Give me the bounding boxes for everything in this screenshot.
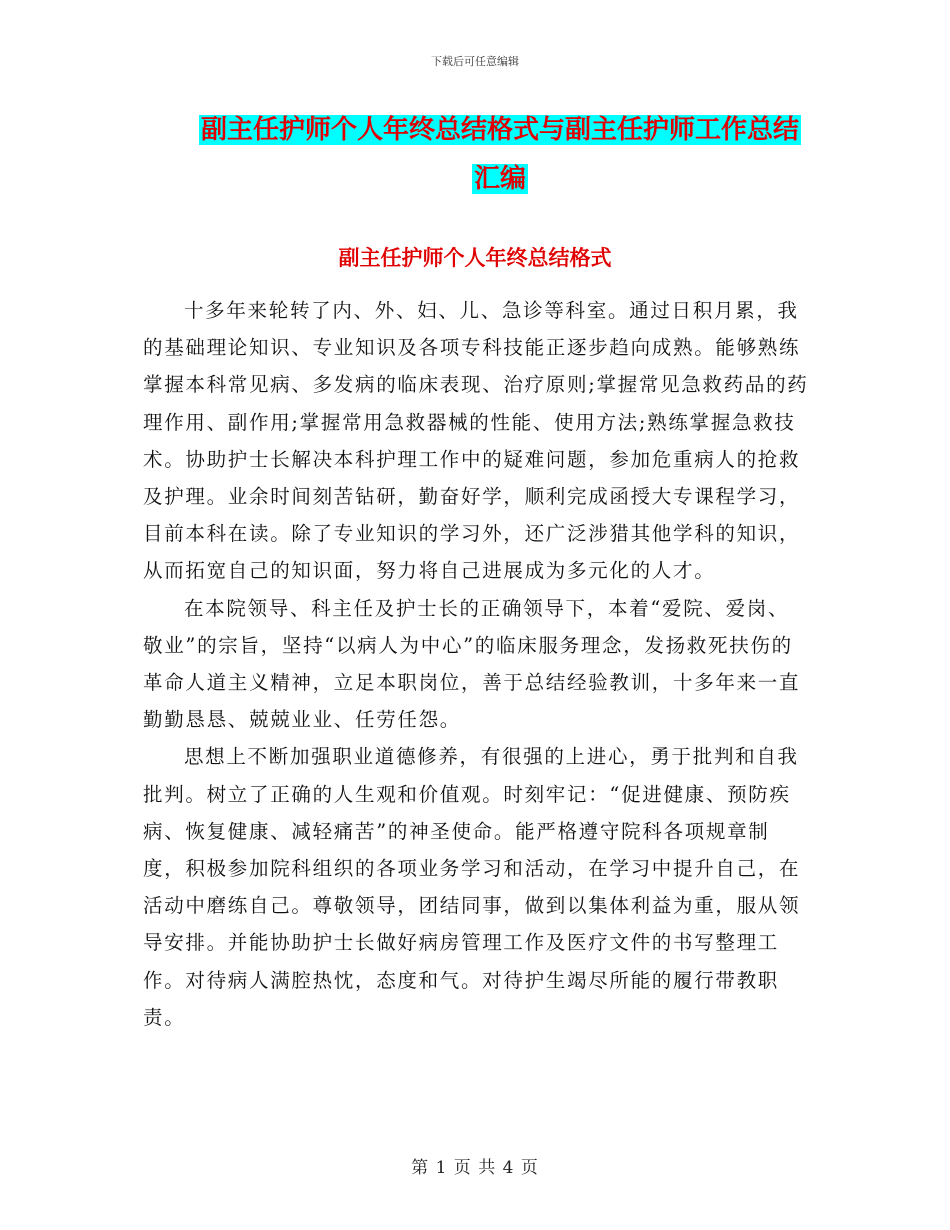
header-note: 下载后可任意编辑 [431, 55, 519, 68]
document-title-line-1: 副主任护师个人年终总结格式与副主任护师工作总结 [200, 115, 799, 145]
paragraph-1: 十多年来轮转了内、外、妇、儿、急诊等科室。通过日积月累，我的基础理论知识、专业知识及各项专科技能正逐步趋向成熟。能够熟练掌握本科常见病、多发病的临床表现、治疗原则;掌握常见急救药品的药理作用、副作用;掌握常用急救器械的性能、使用方法;熟练掌握急救技术。协助护士长解决本科护理工作中的疑难问题，参加危重病人的抢救及护理。业余时间刻苦钻研，勤奋好学，顺利完成函授大专课程学习，目前本科在读。除了专业知识的学习外，还广泛涉猎其他学科的知识，从而拓宽自己的知识面，努力将自己进展成为多元化的人才。 [143, 299, 809, 583]
section-title: 副主任护师个人年终总结格式 [338, 246, 612, 270]
document-title [150, 106, 850, 204]
paragraph-3: 思想上不断加强职业道德修养，有很强的上进心，勇于批判和自我批判。树立了正确的人生观和价值观。时刻牢记：“促进健康、预防疾病、恢复健康、减轻痛苦”的神圣使命。能严格遵守院科各项规章制度，积极参加院科组织的各项业务学习和活动，在学习中提升自己，在活动中磨练自己。尊敬领导，团结同事，做到以集体利益为重，服从领导安排。并能协助护士长做好病房管理工作及医疗文件的书写整理工作。对待病人满腔热忱，态度和气。对待护生竭尽所能的履行带教职责。 [143, 745, 801, 1029]
paragraph-2: 在本院领导、科主任及护士长的正确领导下，本着“爱院、爱岗、敬业”的宗旨，坚持“以病人为中心”的临床服务理念，发扬救死扶伤的革命人道主义精神，立足本职岗位，善于总结经验教训，十多年来一直勤勤恳恳、兢兢业业、任劳任怨。 [143, 596, 801, 732]
document-title-line-2: 汇编 [473, 164, 526, 194]
page-footer: 第 1 页 共 4 页 [411, 1158, 539, 1178]
body-text [143, 292, 810, 1036]
